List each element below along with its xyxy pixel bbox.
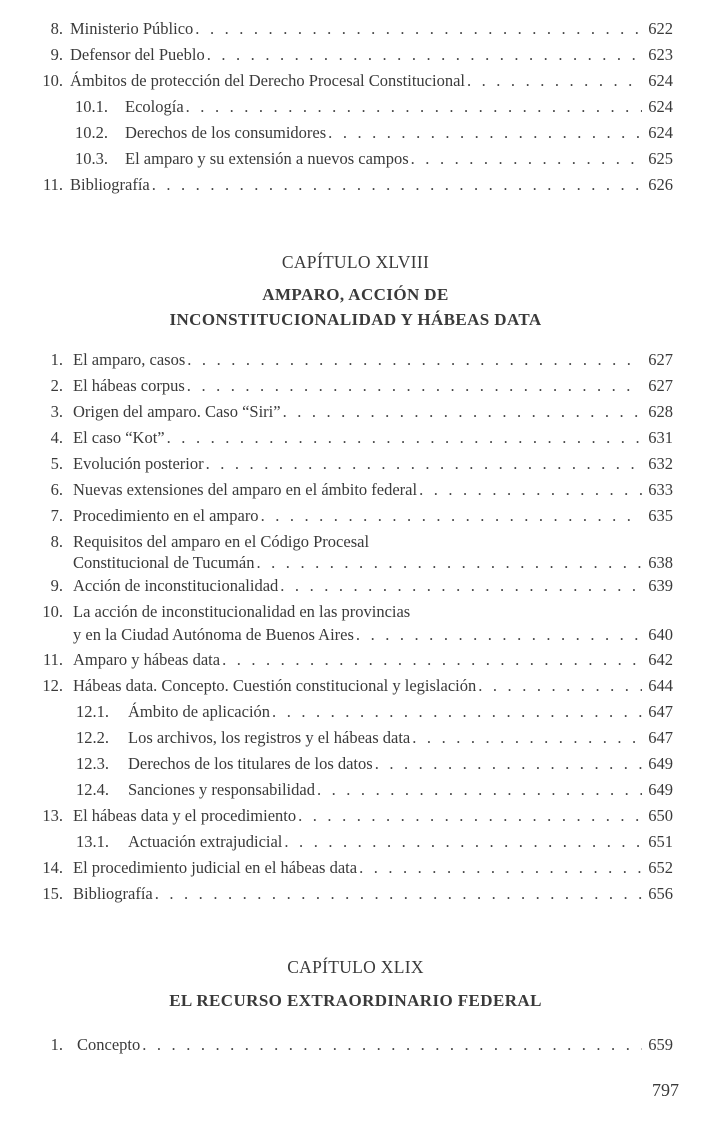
dot-leader: [167, 426, 643, 450]
entry-number: 10.3.: [75, 149, 108, 168]
entry-number: 10.: [42, 602, 63, 621]
dot-leader: [283, 400, 643, 424]
entry-number: 12.4.: [76, 780, 109, 799]
entry-title: Hábeas data. Concepto. Cuestión constitucional y legislación: [73, 676, 477, 695]
toc-entry-first-line: [0, 600, 711, 624]
entry-title: El hábeas corpus: [73, 376, 185, 395]
toc-entry: [0, 1033, 711, 1057]
entry-body: [73, 648, 673, 672]
entry-body: [73, 504, 673, 528]
page-number: 797: [652, 1080, 679, 1100]
entry-page: 649: [648, 780, 673, 799]
entry-number: 4.: [50, 428, 63, 447]
entry-page: 623: [648, 45, 673, 64]
chapter-title: AMPARO, ACCIÓN DE: [262, 285, 449, 304]
dot-leader: [419, 478, 642, 502]
entry-page: 647: [648, 728, 673, 747]
entry-body: [73, 856, 673, 880]
entry-body: [128, 778, 673, 802]
toc-subentry: [0, 778, 711, 802]
entry-title: Ámbitos de protección del Derecho Procesal Constitucional: [70, 71, 465, 90]
toc-entry: [0, 17, 711, 41]
entry-body: [77, 1033, 673, 1057]
entry-body: [125, 147, 673, 171]
entry-title: Actuación extrajudicial: [128, 832, 283, 851]
entry-number: 10.2.: [75, 123, 108, 142]
entry-page: 647: [648, 702, 673, 721]
entry-body: [70, 17, 673, 41]
toc-entry: [0, 400, 711, 424]
entry-title: Sanciones y responsabilidad: [128, 780, 315, 799]
toc-entry: [0, 348, 711, 372]
entry-number: 13.1.: [76, 832, 109, 851]
dot-leader: [467, 69, 642, 93]
entry-title: Constitucional de Tucumán: [73, 553, 255, 572]
entry-number: 15.: [42, 884, 63, 903]
entry-body: [73, 426, 673, 450]
entry-page: 624: [648, 97, 673, 116]
dot-leader: [298, 804, 642, 828]
entry-number: 12.: [42, 676, 63, 695]
toc-subentry: [0, 830, 711, 854]
entry-number: 1.: [50, 350, 63, 369]
entry-title: Concepto: [77, 1035, 141, 1054]
entry-number: 12.1.: [76, 702, 109, 721]
dot-leader: [207, 43, 643, 67]
entry-number: 11.: [42, 175, 63, 194]
entry-title: Derechos de los titulares de los datos: [128, 754, 373, 773]
entry-page: 652: [648, 858, 673, 877]
entry-body: [70, 43, 673, 67]
entry-page: 622: [648, 19, 673, 38]
entry-page: 628: [648, 402, 673, 421]
entry-title: Bibliografía: [73, 884, 153, 903]
entry-body: [73, 452, 673, 476]
toc-entry: [0, 648, 711, 672]
toc-entry-continuation: [0, 623, 711, 647]
entry-body: [125, 121, 673, 145]
entry-page: 639: [648, 576, 673, 595]
toc-entry: [0, 173, 711, 197]
entry-title: Defensor del Pueblo: [70, 45, 205, 64]
entry-page: 651: [648, 832, 673, 851]
toc-entry: [0, 478, 711, 502]
entry-body: [73, 574, 673, 598]
toc-entry: [0, 804, 711, 828]
entry-title: Ministerio Público: [70, 19, 194, 38]
entry-body: [73, 374, 673, 398]
toc-entry: [0, 674, 711, 698]
entry-body: [128, 700, 673, 724]
chapter-heading: CAPÍTULO XLVIII: [281, 252, 430, 272]
entry-number: 10.1.: [75, 97, 108, 116]
toc-entry: [0, 856, 711, 880]
entry-title: Los archivos, los registros y el hábeas data: [128, 728, 411, 747]
entry-title: Bibliografía: [70, 175, 150, 194]
entry-body: [73, 623, 673, 647]
entry-title: Ecología: [125, 97, 184, 116]
toc-entry: [0, 69, 711, 93]
entry-number: 8.: [50, 19, 63, 38]
entry-title: Amparo y hábeas data: [73, 650, 221, 669]
entry-body: [73, 400, 673, 424]
toc-subentry: [0, 752, 711, 776]
dot-leader: [356, 623, 642, 647]
dot-leader: [186, 95, 643, 119]
dot-leader: [412, 726, 642, 750]
entry-title: El amparo y su extensión a nuevos campos: [125, 149, 409, 168]
dot-leader: [375, 752, 643, 776]
dot-leader: [328, 121, 642, 145]
entry-title: y en la Ciudad Autónoma de Buenos Aires: [73, 625, 354, 644]
entry-page: 627: [648, 350, 673, 369]
dot-leader: [284, 830, 642, 854]
entry-body: [73, 804, 673, 828]
entry-number: 12.3.: [76, 754, 109, 773]
entry-body: [70, 173, 673, 197]
entry-page: 638: [648, 553, 673, 572]
dot-leader: [261, 504, 643, 528]
entry-number: 11.: [42, 650, 63, 669]
dot-leader: [155, 882, 643, 906]
dot-leader: [206, 452, 643, 476]
entry-title: Requisitos del amparo en el Código Procesal: [73, 532, 370, 551]
entry-page: 635: [648, 506, 673, 525]
entry-page: 650: [648, 806, 673, 825]
dot-leader: [359, 856, 642, 880]
entry-title: Derechos de los consumidores: [125, 123, 327, 142]
entry-title: Acción de inconstitucionalidad: [73, 576, 279, 595]
dot-leader: [152, 173, 643, 197]
entry-page: 659: [648, 1035, 673, 1054]
toc-entry: [0, 504, 711, 528]
entry-body: [128, 752, 673, 776]
toc-entry: [0, 452, 711, 476]
dot-leader: [195, 17, 642, 41]
entry-number: 8.: [50, 532, 63, 551]
toc-subentry: [0, 726, 711, 750]
entry-number: 10.: [42, 71, 63, 90]
entry-page: 640: [648, 625, 673, 644]
dot-leader: [272, 700, 642, 724]
entry-number: 6.: [50, 480, 63, 499]
entry-body: [73, 882, 673, 906]
entry-number: 7.: [50, 506, 63, 525]
entry-body: [73, 674, 673, 698]
dot-leader: [317, 778, 642, 802]
entry-page: 625: [648, 149, 673, 168]
toc-entry: [0, 426, 711, 450]
entry-page: 656: [648, 884, 673, 903]
entry-number: 5.: [50, 454, 63, 473]
dot-leader: [187, 374, 642, 398]
entry-number: 12.2.: [76, 728, 109, 747]
entry-title: La acción de inconstitucionalidad en las provincias: [73, 602, 411, 621]
entry-title: El caso “Kot”: [73, 428, 165, 447]
chapter-title: INCONSTITUCIONALIDAD Y HÁBEAS DATA: [169, 310, 542, 329]
entry-body: [70, 69, 673, 93]
entry-title: Ámbito de aplicación: [128, 702, 271, 721]
dot-leader: [478, 674, 642, 698]
dot-leader: [187, 348, 642, 372]
entry-title: Origen del amparo. Caso “Siri”: [73, 402, 281, 421]
entry-page: 642: [648, 650, 673, 669]
entry-body: [128, 726, 673, 750]
entry-page: 633: [648, 480, 673, 499]
toc-subentry: [0, 147, 711, 171]
entry-number: 9.: [50, 576, 63, 595]
entry-page: 644: [648, 676, 673, 695]
entry-number: 9.: [50, 45, 63, 64]
entry-title: Evolución posterior: [73, 454, 204, 473]
entry-page: 627: [648, 376, 673, 395]
chapter-title: EL RECURSO EXTRAORDINARIO FEDERAL: [169, 991, 542, 1010]
entry-title: El hábeas data y el procedimiento: [73, 806, 297, 825]
toc-subentry: [0, 700, 711, 724]
chapter-heading: CAPÍTULO XLIX: [287, 957, 424, 977]
entry-number: 3.: [50, 402, 63, 421]
entry-number: 1.: [50, 1035, 63, 1054]
toc-entry: [0, 374, 711, 398]
entry-title: Procedimiento en el amparo: [73, 506, 259, 525]
entry-number: 13.: [42, 806, 63, 825]
toc-subentry: [0, 95, 711, 119]
entry-body: [73, 551, 673, 575]
entry-title: El amparo, casos: [73, 350, 186, 369]
entry-page: 649: [648, 754, 673, 773]
entry-title: El procedimiento judicial en el hábeas data: [73, 858, 358, 877]
toc-entry: [0, 43, 711, 67]
entry-page: 631: [648, 428, 673, 447]
toc-entry-continuation: [0, 551, 711, 575]
dot-leader: [222, 648, 642, 672]
entry-body: [73, 478, 673, 502]
dot-leader: [142, 1033, 642, 1057]
toc-entry: [0, 574, 711, 598]
dot-leader: [280, 574, 642, 598]
dot-leader: [257, 551, 643, 575]
entry-page: 624: [648, 123, 673, 142]
entry-number: 14.: [42, 858, 63, 877]
dot-leader: [411, 147, 643, 171]
entry-title: Nuevas extensiones del amparo en el ámbito federal: [73, 480, 418, 499]
entry-page: 632: [648, 454, 673, 473]
entry-number: 2.: [50, 376, 63, 395]
entry-page: 624: [648, 71, 673, 90]
toc-subentry: [0, 121, 711, 145]
entry-body: [73, 348, 673, 372]
toc-entry: [0, 882, 711, 906]
entry-body: [128, 830, 673, 854]
entry-page: 626: [648, 175, 673, 194]
entry-body: [125, 95, 673, 119]
